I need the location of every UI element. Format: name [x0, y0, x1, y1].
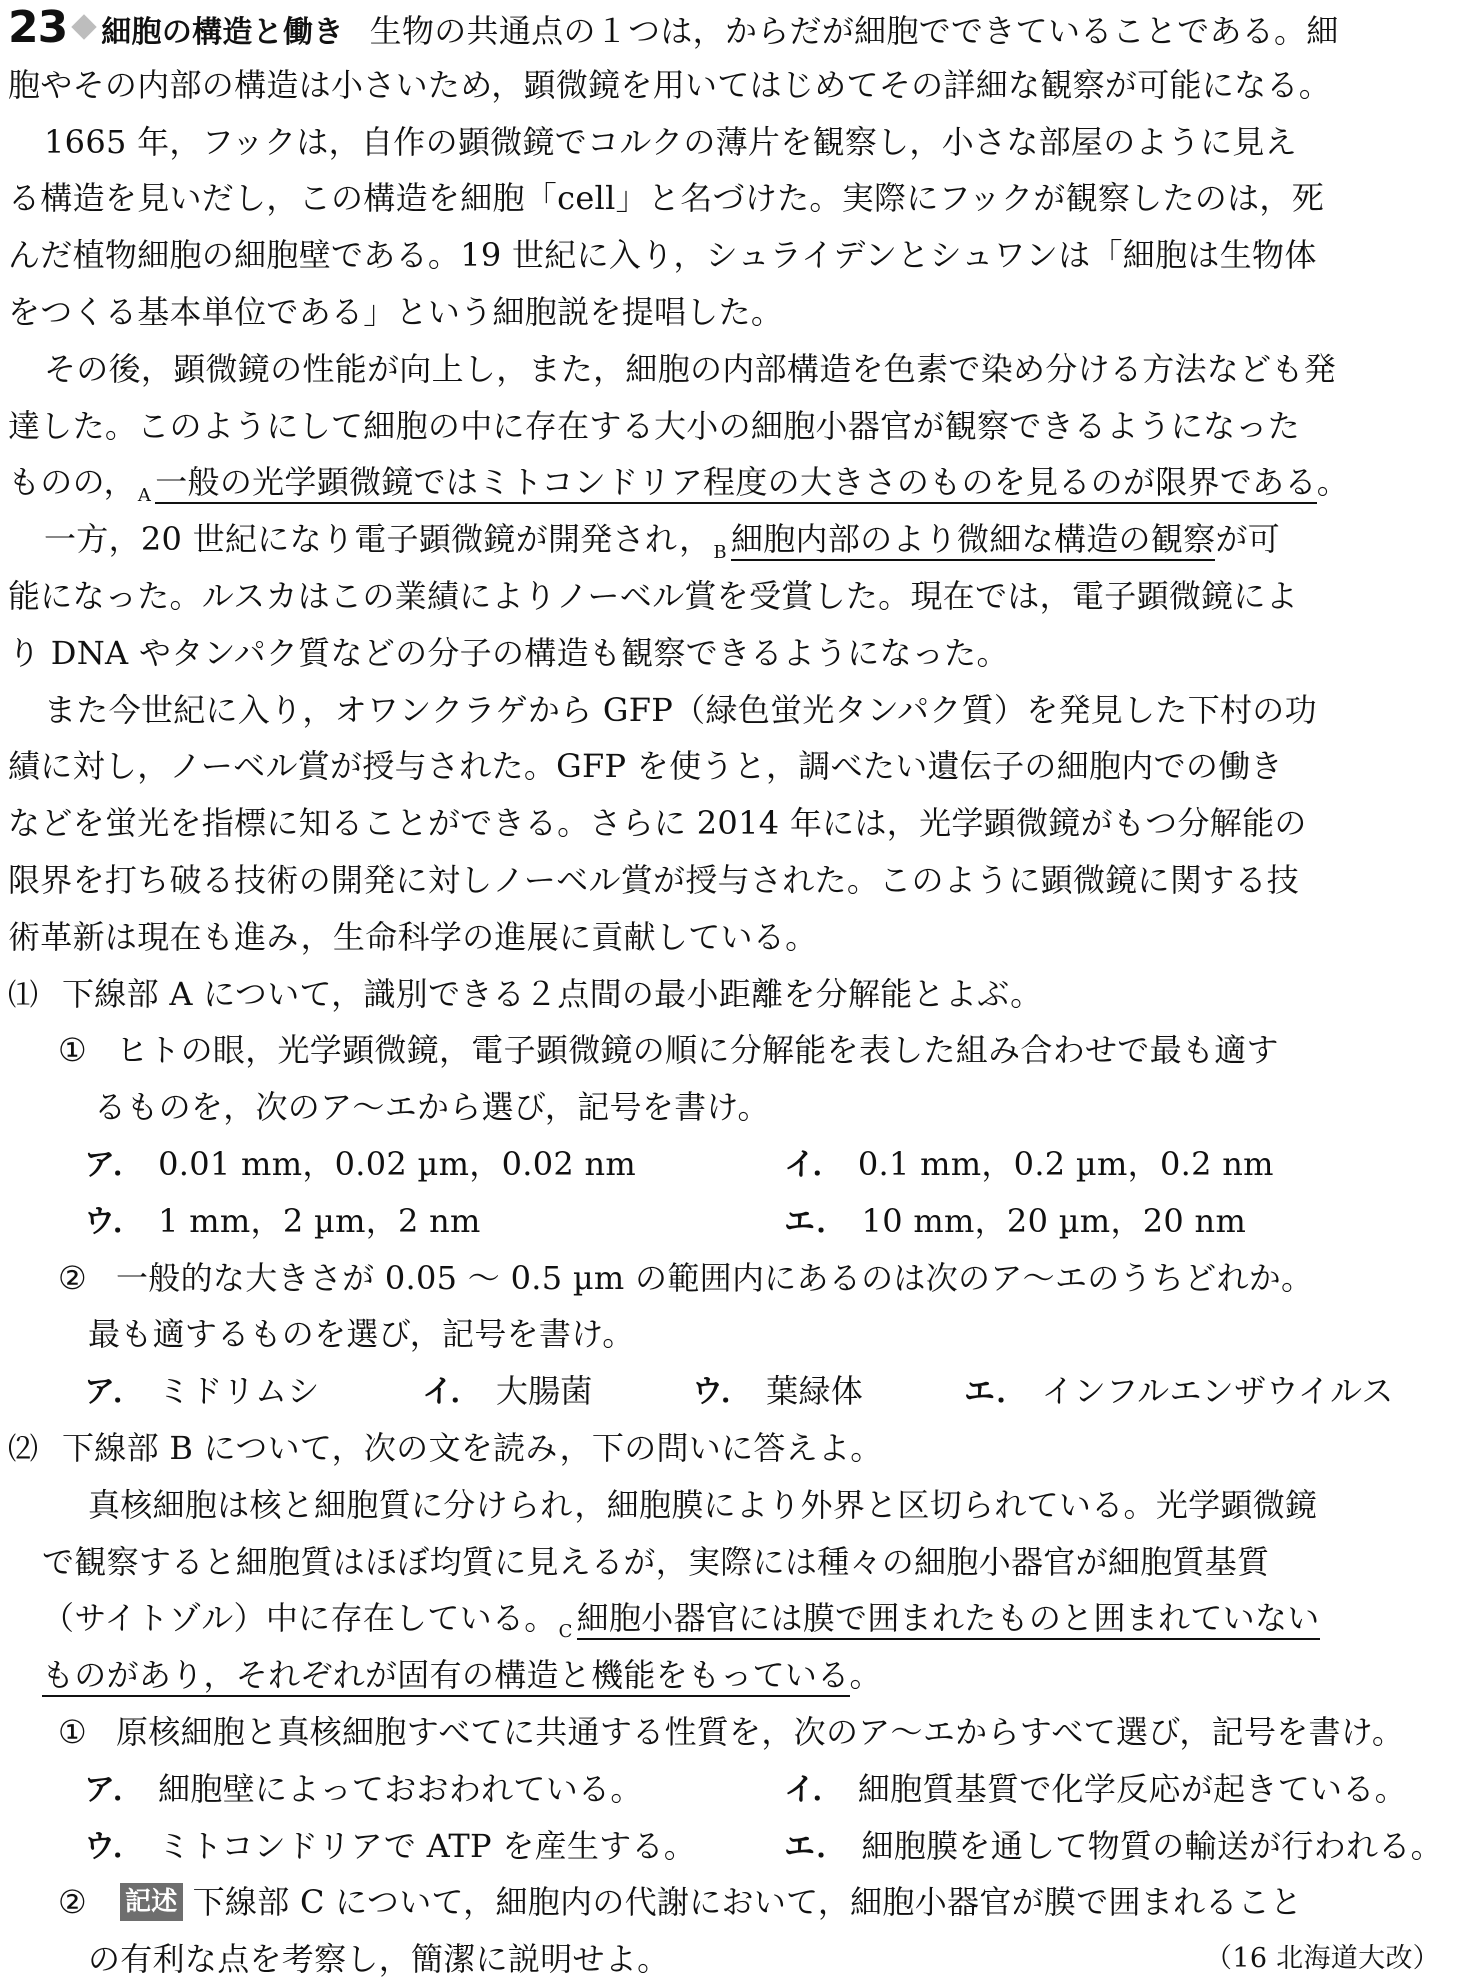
choice-text: 10 mm，20 µm，20 nm [861, 1201, 1247, 1240]
text-line [8, 852, 1448, 909]
choice-u [84, 1193, 481, 1250]
text-line [8, 1590, 1448, 1647]
text-line [8, 1534, 1448, 1591]
text-line [8, 568, 1448, 625]
choice-text: 1 mm，2 µm，2 nm [158, 1201, 481, 1240]
choice-e [784, 1818, 1443, 1875]
subquestion-text: るものを，次のア～エから選び，記号を書け。 [94, 1088, 770, 1127]
choice-text: 細胞壁によっておおわれている。 [158, 1769, 643, 1808]
source-citation: （16 北海道大改） [1205, 1943, 1440, 1975]
question-1-1 [8, 1022, 1448, 1079]
choice-e [964, 1363, 1394, 1420]
subquestion-text: 一般的な大きさが 0.05 ～ 0.5 µm の範囲内にあるのは次のア～エのうちどれか。 [116, 1258, 1314, 1297]
choice-text: 0.01 mm，0.02 µm，0.02 nm [158, 1144, 637, 1183]
text-line [8, 795, 1448, 852]
text-line [8, 1647, 1448, 1704]
paragraph-text: 限界を打ち破る技術の開発に対しノーベル賞が授与された。このように顕微鏡に関する技 [8, 860, 1300, 899]
underline-marker-a: A [137, 485, 152, 507]
choice-label: ウ． [84, 1828, 145, 1865]
question-1-2 [8, 1250, 1448, 1307]
text-line [8, 0, 1448, 57]
text-line [8, 227, 1448, 284]
choice-text: インフルエンザウイルス [1041, 1372, 1394, 1411]
subquestion-text: の有利な点を考察し，簡潔に説明せよ。 [88, 1940, 670, 1979]
choice-label: イ． [784, 1146, 844, 1183]
choice-i [784, 1761, 1407, 1818]
text-line [8, 341, 1448, 398]
text-line [8, 1931, 1448, 1988]
question-title: 細胞の構造と働き [101, 15, 344, 50]
text-line [8, 170, 1448, 227]
choice-label: イ． [784, 1771, 844, 1808]
text-line [8, 1306, 1448, 1363]
subquestion-number: ② [58, 1883, 87, 1922]
paragraph-text: 績に対し，ノーベル賞が授与された。GFP を使うと，調べたい遺伝子の細胞内での働き [8, 747, 1283, 786]
underlined-text-c: ものがあり，それぞれが固有の構造と機能をもっている [42, 1656, 850, 1697]
subquestion-text: 最も適するものを選び，記号を書け。 [88, 1315, 635, 1354]
question-2-1 [8, 1704, 1448, 1761]
paragraph-text: 生物の共通点の１つは，からだが細胞でできていることである。細 [369, 12, 1339, 50]
choice-text: 細胞質基質で化学反応が起きている。 [857, 1769, 1407, 1808]
choice-text: ミトコンドリアで ATP を産生する。 [158, 1826, 697, 1865]
underlined-text-a: 一般の光学顕微鏡ではミトコンドリア程度の大きさのものを見るのが限界である [155, 463, 1317, 504]
text-line [8, 454, 1448, 511]
paragraph-text: 1665 年，フックは，自作の顕微鏡でコルクの薄片を観察し，小さな部屋のように見え [44, 122, 1298, 161]
paragraph-text: をつくる基本単位である」という細胞説を提唱した。 [8, 292, 784, 331]
choice-u [84, 1818, 696, 1875]
text-line [8, 114, 1448, 171]
choice-label: エ． [784, 1203, 848, 1240]
choice-a [84, 1363, 320, 1420]
subquestion-number: ② [58, 1258, 87, 1297]
subquestion-text: ヒトの眼，光学顕微鏡，電子顕微鏡の順に分解能を表した組み合わせで最も適す [116, 1031, 1279, 1070]
choice-u [692, 1363, 863, 1420]
choice-label: ア． [84, 1374, 145, 1411]
choice-text: ミドリムシ [158, 1372, 320, 1411]
paragraph-text: ものの， [8, 463, 136, 502]
choice-label: ウ． [692, 1374, 753, 1411]
text-line [8, 738, 1448, 795]
paragraph-text: などを蛍光を指標に知ることができる。さらに 2014 年には，光学顕微鏡がもつ分解能の [8, 804, 1307, 843]
paragraph-text: 一方，20 世紀になり電子顕微鏡が開発され， [44, 520, 712, 559]
text-line [8, 1079, 1448, 1136]
subquestion-number: ① [58, 1712, 87, 1751]
paragraph-text: その後，顕微鏡の性能が向上し，また，細胞の内部構造を色素で染め分ける方法なども発 [44, 349, 1337, 388]
choice-row [8, 1761, 1448, 1818]
passage-text: で観察すると細胞質はほぼ均質に見えるが，実際には種々の細胞小器官が細胞質基質 [42, 1542, 1270, 1581]
choice-label: エ． [784, 1828, 848, 1865]
choice-text: 葉緑体 [766, 1372, 864, 1411]
choice-e [784, 1193, 1246, 1250]
choice-label: エ． [964, 1374, 1028, 1411]
paragraph-text: が可 [1215, 520, 1281, 559]
text-line [8, 1477, 1448, 1534]
question-2-text: 下線部 B について，次の文を読み，下の問いに答えよ。 [62, 1428, 883, 1467]
choice-label: ア． [84, 1771, 145, 1808]
choice-row [8, 1136, 1448, 1193]
subquestion-number: ① [58, 1031, 87, 1070]
choice-label: イ． [422, 1374, 482, 1411]
text-line [8, 57, 1448, 114]
underline-marker-b: B [713, 542, 727, 564]
passage-text: 。 [849, 1656, 882, 1695]
subquestion-text: 原核細胞と真核細胞すべてに共通する性質を，次のア～エからすべて選び，記号を書け。 [116, 1712, 1405, 1751]
question-2-number: ⑵ [8, 1431, 39, 1467]
question-2-2 [8, 1874, 1448, 1931]
choice-i [784, 1136, 1274, 1193]
written-answer-badge: 記述 [120, 1883, 183, 1921]
text-line [8, 284, 1448, 341]
paragraph-text: 能になった。ルスカはこの業績によりノーベル賞を受賞した。現在では，電子顕微鏡によ [8, 576, 1299, 615]
paragraph-text: り DNA やタンパク質などの分子の構造も観察できるようになった。 [8, 633, 1009, 672]
text-line [8, 909, 1448, 966]
paragraph-text: る構造を見いだし，この構造を細胞「cell」と名づけた。実際にフックが観察したのは，死 [8, 179, 1324, 218]
paragraph-text: 術革新は現在も進み，生命科学の進展に貢献している。 [8, 917, 818, 956]
choice-row [8, 1818, 1448, 1875]
text-line [8, 682, 1448, 739]
underlined-text-c: 細胞小器官には膜で囲まれたものと囲まれていない [577, 1599, 1320, 1640]
choice-a [84, 1136, 636, 1193]
choice-text: 0.1 mm，0.2 µm，0.2 nm [857, 1144, 1274, 1183]
question-1-number: ⑴ [8, 977, 39, 1013]
question-number: 23 [8, 2, 68, 53]
text-line [8, 511, 1448, 568]
underlined-text-b: 細胞内部のより微細な構造の観察 [731, 520, 1216, 561]
diamond-icon [72, 14, 97, 39]
choice-i [422, 1363, 593, 1420]
text-line [8, 398, 1448, 455]
paragraph-text: んだ植物細胞の細胞壁である。19 世紀に入り，シュライデンとシュワンは「細胞は生物体 [8, 236, 1317, 275]
subquestion-text: 下線部 C について，細胞内の代謝において，細胞小器官が膜で囲まれること [192, 1883, 1303, 1922]
choice-row [8, 1363, 1448, 1420]
question-1 [8, 966, 1448, 1023]
question-2 [8, 1420, 1448, 1477]
paragraph-text: 達した。このようにして細胞の中に存在する大小の細胞小器官が観察できるようになった [8, 406, 1301, 445]
paragraph-text: 胞やその内部の構造は小さいため，顕微鏡を用いてはじめてその詳細な観察が可能になる。 [8, 65, 1332, 104]
choice-row [8, 1193, 1448, 1250]
question-1-text: 下線部 A について，識別できる２点間の最小距離を分解能とよぶ。 [62, 974, 1043, 1013]
choice-a [84, 1761, 643, 1818]
choice-text: 大腸菌 [495, 1372, 593, 1411]
text-line [8, 625, 1448, 682]
passage-text: （サイトゾル）中に存在している。 [42, 1599, 557, 1638]
underline-marker-c: C [558, 1621, 573, 1643]
passage-text: 真核細胞は核と細胞質に分けられ，細胞膜により外界と区切られている。光学顕微鏡 [88, 1485, 1318, 1524]
choice-label: ウ． [84, 1203, 145, 1240]
paragraph-text: 。 [1316, 463, 1350, 502]
paragraph-text: また今世紀に入り，オワンクラゲから GFP（緑色蛍光タンパク質）を発見した下村の功 [44, 690, 1317, 729]
choice-label: ア． [84, 1146, 145, 1183]
choice-text: 細胞膜を通して物質の輸送が行われる。 [861, 1826, 1443, 1865]
